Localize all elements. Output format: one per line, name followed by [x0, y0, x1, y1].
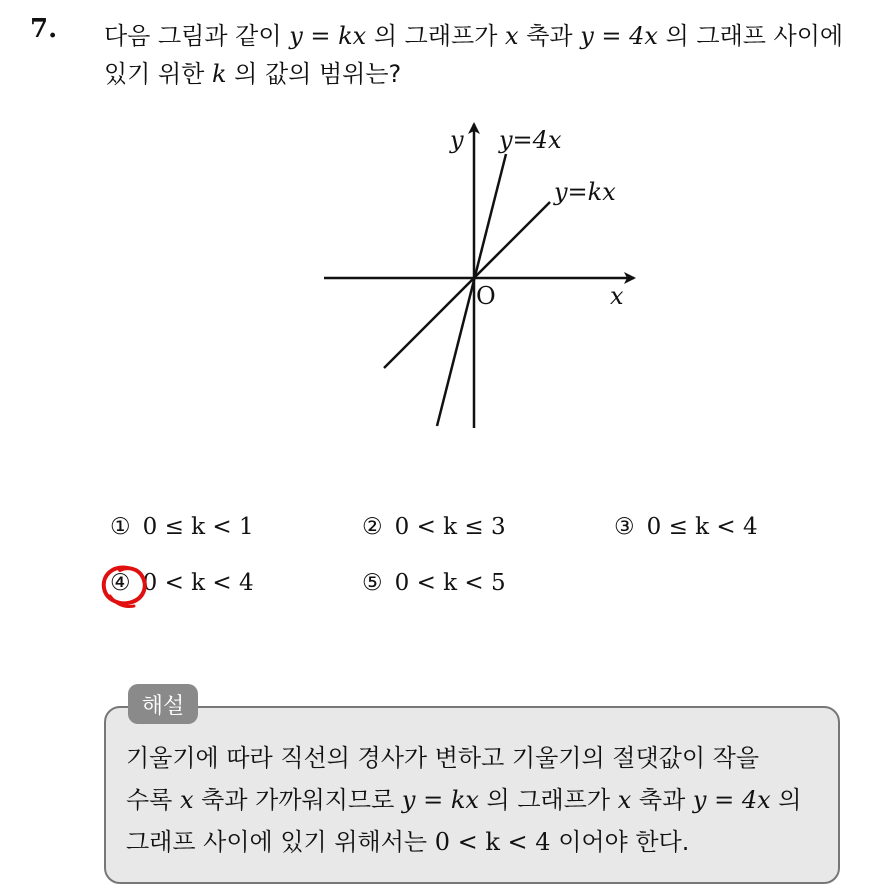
math-expression: x [180, 786, 194, 814]
question-text-line-2 [104, 54, 401, 89]
line-y-kx [384, 202, 550, 368]
question-text: 있기 위한 [104, 60, 212, 88]
choice-marker: ① [110, 514, 131, 540]
math-expression: x [505, 22, 519, 50]
solution-text: 그래프 사이에 있기 위해서는 [126, 828, 435, 856]
solution-text: 의 그래프가 [478, 786, 618, 814]
math-expression: k [212, 60, 227, 88]
choice-expression: 0 < k < 4 [142, 570, 254, 596]
choice-marker: ② [362, 514, 383, 540]
choice-5[interactable] [362, 570, 506, 596]
line-4x-label: y=4x [499, 126, 562, 154]
math-expression: y = 4x [692, 786, 771, 814]
question-text: 의 값의 범위는? [226, 60, 402, 88]
line-kx-label: y=kx [554, 178, 616, 206]
math-expression: y = 4x [580, 22, 658, 50]
choice-expression: 0 < k < 5 [394, 570, 506, 596]
math-expression: 0 < k < 4 [434, 828, 551, 856]
choice-marker: ③ [614, 514, 635, 540]
question-text: 축과 [518, 22, 581, 50]
y-axis-label: y [450, 126, 464, 154]
solution-text-line-3 [126, 822, 689, 857]
question-text: 의 그래프가 [366, 22, 506, 50]
solution-text: 이어야 한다. [550, 828, 690, 856]
solution-text-line-2 [126, 780, 801, 815]
choice-1[interactable] [110, 514, 254, 540]
math-expression: y = kx [289, 22, 367, 50]
math-expression: y = kx [401, 786, 479, 814]
solution-text: 의 [770, 786, 802, 814]
solution-text: 축과 가까워지므로 [193, 786, 402, 814]
question-number: 7. [30, 14, 58, 44]
answer-circle-mark [98, 560, 154, 612]
choice-3[interactable] [614, 514, 758, 540]
choice-expression: 0 ≤ k < 4 [646, 514, 758, 540]
choice-expression: 0 ≤ k < 1 [142, 514, 254, 540]
origin-label: O [476, 282, 496, 310]
choice-marker: ④ [110, 570, 131, 596]
coordinate-graph [300, 110, 660, 440]
solution-text: 수록 [126, 786, 180, 814]
question-text: 다음 그림과 같이 [104, 22, 290, 50]
choice-expression: 0 < k ≤ 3 [394, 514, 506, 540]
choice-marker: ⑤ [362, 570, 383, 596]
x-axis-label: x [610, 282, 624, 310]
question-text: 의 그래프 사이에 [657, 22, 844, 50]
question-text-line-1 [104, 16, 843, 51]
solution-text-line-1: 기울기에 따라 직선의 경사가 변하고 기울기의 절댓값이 작을 [126, 744, 760, 772]
solution-tag: 해설 [128, 684, 198, 724]
solution-text: 축과 [631, 786, 693, 814]
math-expression: x [617, 786, 632, 814]
choice-2[interactable] [362, 514, 506, 540]
